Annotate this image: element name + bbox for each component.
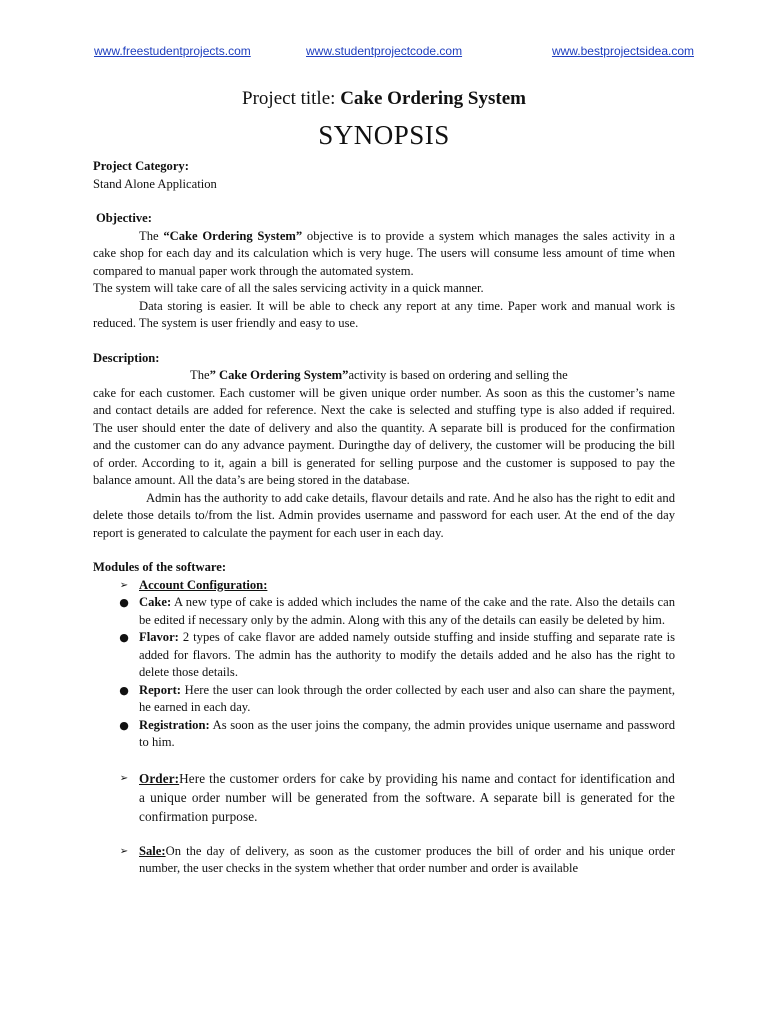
- objective-paragraph-2: The system will take care of all the sales servicing activity in a quick manner.: [93, 281, 484, 295]
- header-link-studentprojectcode[interactable]: www.studentprojectcode.com: [306, 44, 463, 58]
- module-item-term: Cake:: [139, 595, 172, 609]
- category-heading: Project Category:: [93, 159, 189, 173]
- description-paragraph-1-rest: cake for each customer. Each customer will be given unique order number. As soon as this the customer’s name and contact details are added for reference. Next the cake is selected and stuffing type is also added if required. The user should enter the date of delivery and also the quantity. A separate bill is produced for the confirmation and the customer can do any advance payment. Duringthe day of delivery, the customer will be producing the bill of order. According to it, again a bill is generated for selling purpose and the customer is supposed to pay the balance amount. All the data’s are being stored in the database.: [93, 385, 675, 487]
- category-value: Stand Alone Application: [93, 176, 217, 191]
- objective-paragraph-1: [93, 228, 675, 281]
- module-order: [93, 769, 675, 826]
- description-p1-pre: The: [190, 368, 210, 382]
- objective-p1-pre: The: [139, 228, 164, 243]
- module-account-configuration: [93, 577, 675, 595]
- module-sale-term: Sale:: [139, 843, 166, 858]
- description-heading: Description:: [93, 350, 160, 365]
- module-sale-text: On the day of delivery, as soon as the customer produces the bill of order and his unique order number, the user checks in the system whether that order number and order is available: [139, 843, 675, 875]
- modules-list: [93, 577, 675, 878]
- description-paragraph-2: Admin has the authority to add cake details, flavour details and rate. And he also has the right to edit and delete those details to/from the list. Admin provides username and password for each user. At the end of the day report is generated to calculate the payment for each user in each day.: [93, 490, 675, 540]
- module-item-term: Report:: [139, 682, 181, 697]
- project-title-prefix: Project title:: [242, 88, 341, 109]
- arrow-bullet-icon: ➢: [119, 845, 129, 857]
- arrow-bullet-icon: ➢: [119, 579, 129, 591]
- bullet-icon: ●: [119, 631, 129, 644]
- project-title: [0, 88, 768, 110]
- module-order-term: Order:: [139, 770, 180, 786]
- bullet-icon: ●: [119, 683, 129, 697]
- bullet-icon: ●: [119, 596, 129, 609]
- arrow-bullet-icon: ➢: [119, 772, 129, 784]
- module-item-text: Here the user can look through the order collected by each user and also can share the payment, he earned in each day.: [139, 682, 675, 714]
- spacer: [93, 826, 675, 843]
- module-item-registration: [93, 717, 675, 752]
- synopsis-title: SYNOPSIS: [318, 120, 450, 150]
- description-p1-post: activity is based on ordering and selling the: [348, 368, 568, 382]
- header-link-bestprojectsidea[interactable]: www.bestprojectsidea.com: [551, 44, 694, 58]
- module-item-cake: [93, 594, 675, 629]
- module-item-text: 2 types of cake flavor are added namely outside stuffing and inside stuffing and separate rate is added for flavors. The admin has the authority to modify the details added and he also has the right to delete those details.: [139, 630, 675, 679]
- objective-p1-post: objective is to provide a system which manages the sales activity in a cake shop for each day and its calculation which is very huge. The users will consume less amount of time when compared to manual paper work through the automated system.: [93, 228, 675, 278]
- module-item-report: [93, 682, 675, 717]
- objective-paragraph-3: Data storing is easier. It will be able to check any report at any time. Paper work and manual work is reduced. The system is user friendly and easy to use.: [93, 298, 675, 330]
- module-item-term: Flavor:: [139, 630, 179, 644]
- module-order-text: Here the customer orders for cake by providing his name and contact for identification and a unique order number will be generated from the software. A separate bill is generated for the confirmation purpose.: [139, 770, 675, 824]
- description-p1-bold: ” Cake Ordering System”: [209, 368, 349, 382]
- bullet-icon: ●: [119, 718, 129, 732]
- project-title-name: Cake Ordering System: [340, 88, 526, 109]
- module-item-text: As soon as the user joins the company, the admin provides unique username and password to him.: [139, 717, 675, 749]
- objective-p1-bold: “Cake Ordering System”: [163, 228, 303, 243]
- module-item-term: Registration:: [139, 717, 210, 732]
- description-paragraph-1-lead: [93, 367, 675, 385]
- objective-heading: Objective:: [96, 211, 152, 225]
- document-body: [93, 158, 675, 878]
- module-account-configuration-label: Account Configuration:: [139, 577, 268, 592]
- module-sale: [93, 843, 675, 878]
- spacer: [93, 752, 675, 769]
- module-item-text: A new type of cake is added which includes the name of the cake and the rate. Also the details can be edited if necessary only by the admin. Along with this any of the details can easily be deleted by him.: [139, 595, 675, 627]
- modules-heading: Modules of the software:: [93, 560, 227, 574]
- header-link-freestudentprojects[interactable]: www.freestudentprojects.com: [94, 44, 251, 58]
- module-item-flavor: [93, 629, 675, 682]
